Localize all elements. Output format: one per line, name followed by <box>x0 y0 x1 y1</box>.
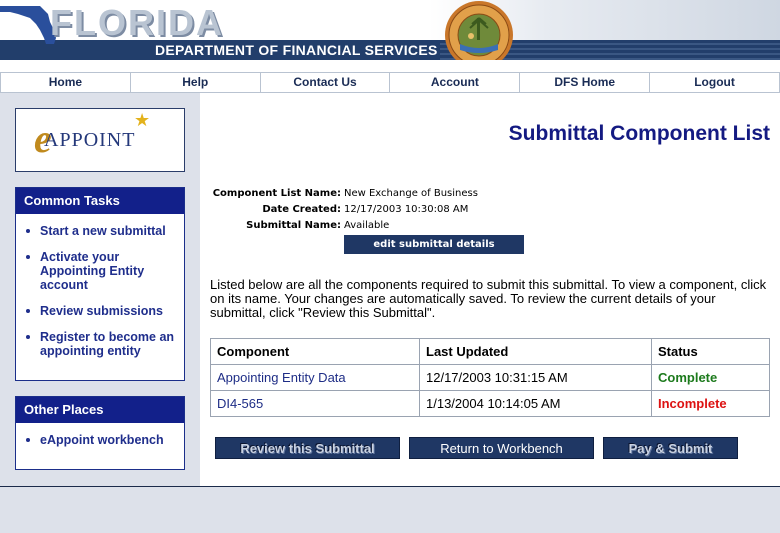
list-name-label: Component List Name: <box>212 188 341 199</box>
header-banner <box>0 0 780 72</box>
task-activate-account[interactable]: Activate your Appointing Entity account <box>24 250 184 292</box>
component-link[interactable]: Appointing Entity Data <box>211 365 420 391</box>
component-link[interactable]: DI4-565 <box>211 391 420 417</box>
eappoint-logo[interactable] <box>15 108 185 172</box>
edit-submittal-details-button[interactable]: edit submittal details <box>344 235 524 254</box>
submittal-name-value: Available <box>344 220 390 231</box>
task-start-new-submittal[interactable]: Start a new submittal <box>24 224 184 238</box>
status-badge: Incomplete <box>652 391 770 417</box>
place-eappoint-workbench[interactable]: eAppoint workbench <box>24 433 184 447</box>
banner-underbar <box>0 60 780 72</box>
sidebar <box>0 93 200 486</box>
nav-dfs-home[interactable]: DFS Home <box>520 72 650 93</box>
star-icon: ★ <box>134 110 151 131</box>
logo-text: APPOINT <box>44 129 136 151</box>
common-tasks-panel <box>15 187 185 381</box>
top-nav <box>0 72 780 93</box>
common-tasks-title: Common Tasks <box>16 188 184 214</box>
table-row <box>211 391 770 417</box>
last-updated-cell: 12/17/2003 10:31:15 AM <box>420 365 652 391</box>
logo-e-letter: e <box>34 116 52 161</box>
review-submittal-button[interactable]: Review this Submittal <box>215 437 400 459</box>
pay-and-submit-button[interactable]: Pay & Submit <box>603 437 738 459</box>
other-places-panel <box>15 396 185 470</box>
nav-contact-us[interactable]: Contact Us <box>261 72 391 93</box>
meta-row-list-name <box>210 186 478 202</box>
task-review-submissions[interactable]: Review submissions <box>24 304 184 318</box>
intro-text: Listed below are all the components required to submit this submittal. To view a component, click on its name. Your changes are automatically saved. To review the current details of your submittal, click "Review this Submittal". <box>210 277 767 320</box>
nav-help[interactable]: Help <box>131 72 261 93</box>
nav-home[interactable]: Home <box>0 72 131 93</box>
status-badge: Complete <box>652 365 770 391</box>
table-header-row <box>211 339 770 365</box>
page-title: Submittal Component List <box>508 122 770 145</box>
component-table <box>210 338 770 417</box>
nav-account[interactable]: Account <box>390 72 520 93</box>
submittal-meta <box>210 186 478 234</box>
header-status: Status <box>652 339 770 365</box>
last-updated-cell: 1/13/2004 10:14:05 AM <box>420 391 652 417</box>
common-tasks-list <box>16 214 184 374</box>
other-places-list <box>16 423 184 463</box>
table-row <box>211 365 770 391</box>
other-places-title: Other Places <box>16 397 184 423</box>
date-created-label: Date Created: <box>262 204 341 215</box>
return-to-workbench-button[interactable]: Return to Workbench <box>409 437 594 459</box>
header-last-updated: Last Updated <box>420 339 652 365</box>
department-title: DEPARTMENT OF FINANCIAL SERVICES <box>155 42 438 58</box>
header-component: Component <box>211 339 420 365</box>
submittal-name-label: Submittal Name: <box>246 220 341 231</box>
list-name-value: New Exchange of Business <box>344 188 478 199</box>
date-created-value: 12/17/2003 10:30:08 AM <box>344 204 469 215</box>
meta-row-submittal-name <box>210 218 478 234</box>
meta-row-date-created <box>210 202 478 218</box>
task-register-entity[interactable]: Register to become an appointing entity <box>24 330 184 358</box>
page-footer <box>0 486 780 533</box>
nav-logout[interactable]: Logout <box>650 72 780 93</box>
florida-title: FLORIDA <box>50 2 224 43</box>
